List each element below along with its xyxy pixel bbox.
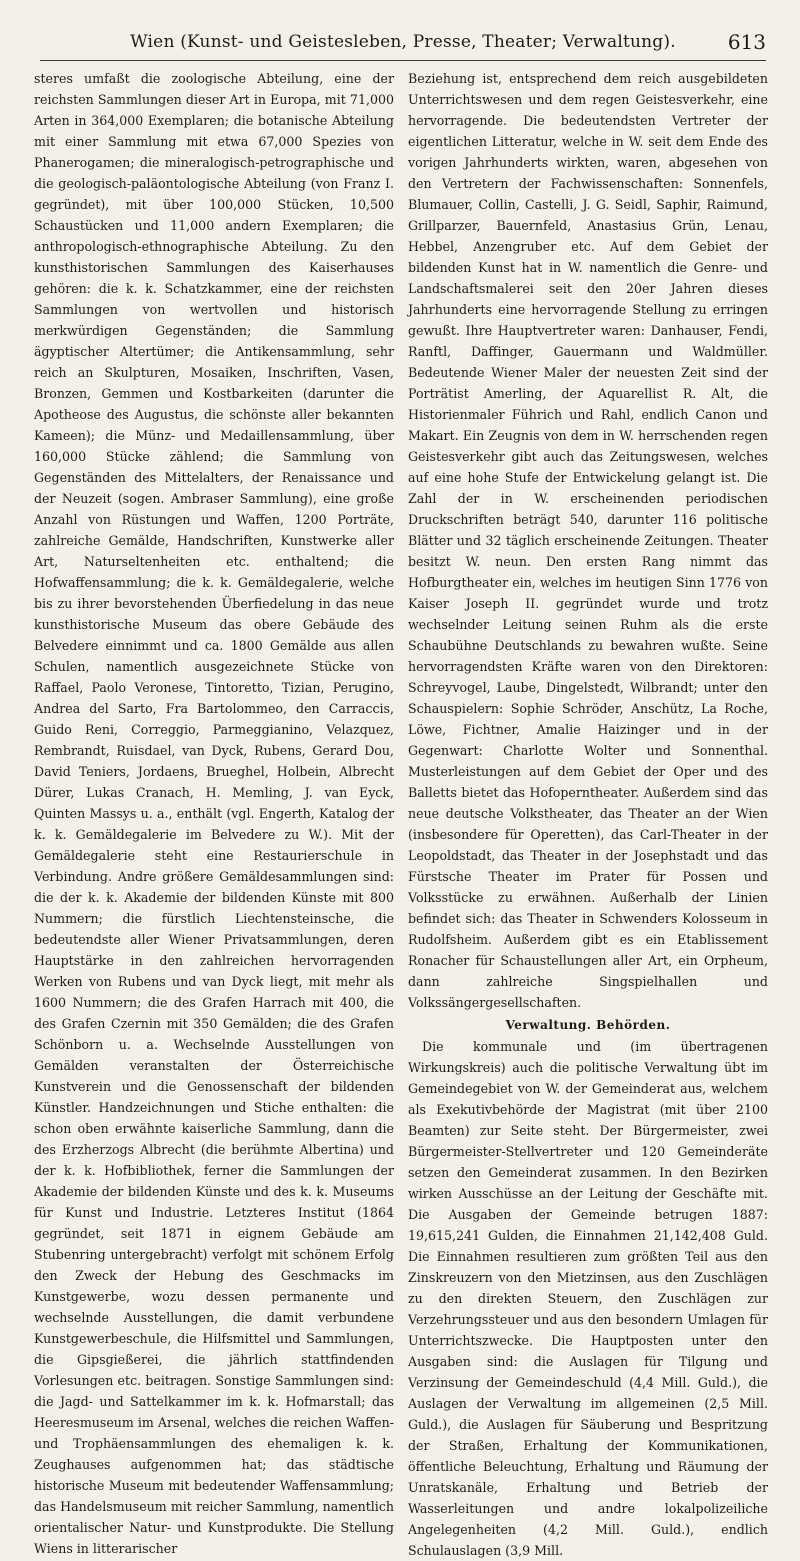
right-column xyxy=(408,68,768,1558)
running-head xyxy=(40,30,766,61)
text-columns xyxy=(34,68,768,1558)
right-column-paragraph: Beziehung ist, entsprechend dem reich ausgebildeten Unterrichtswesen und dem regen Geistesverkehr, eine hervorragende. Die bedeutendsten Vertreter der eigentlichen Litteratur, welche in W. seit dem Ende des vorigen Jahrhunderts wirkten, waren, abgesehen von den Vertretern der Fachwissenschaften: Sonnenfels, Blumauer, Collin, Castelli, J. G. Seidl, Saphir, Raimund, Grillparzer, Bauernfeld, Anastasius Grün, Lenau, Hebbel, Anzengruber etc. Auf dem Gebiet der bildenden Kunst hat in W. namentlich die Genre- und Landschaftsmalerei seit den 20er Jahren dieses Jahrhunderts eine hervorragende Stellung zu erringen gewußt. Ihre Hauptvertreter waren: Danhauser, Fendi, Ranftl, Daffinger, Gauermann und Waldmüller. Bedeutende Wiener Maler der neuesten Zeit sind der Porträtist Amerling, der Aquarellist R. Alt, die Historienmaler Führich und Rahl, endlich Canon und Makart. Ein Zeugnis von dem in W. herrschenden regen Geistesverkehr gibt auch das Zeitungswesen, welches auf eine hohe Stufe der Entwickelung gelangt ist. Die Zahl der in W. erscheinenden periodischen Druckschriften beträgt 540, darunter 116 politische Blätter und 32 täglich erscheinende Zeitungen. Theater besitzt W. neun. Den ersten Rang nimmt das Hofburgtheater ein, welches im heutigen Sinn 1776 von Kaiser Joseph II. gegründet wurde und trotz wechselnder Leitung seinen Ruhm als die erste Schaubühne Deutschlands zu bewahren wußte. Seine hervorragendsten Kräfte waren von den Direktoren: Schreyvogel, Laube, Dingelstedt, Wilbrandt; unter den Schauspielern: Sophie Schröder, Anschütz, La Roche, Löwe, Fichtner, Amalie Haizinger und in der Gegenwart: Charlotte Wolter und Sonnenthal. Musterleistungen auf dem Gebiet der Oper und des Balletts bietet das Hofoperntheater. Außerdem sind das neue deutsche Volkstheater, das Theater an der Wien (insbesondere für Operetten), das Carl-Theater in der Leopoldstadt, das Theater in der Josephstadt und das Fürstsche Theater im Prater für Possen und Volksstücke zu erwähnen. Außerhalb der Linien befindet sich: das Theater in Schwenders Kolosseum in Rudolfsheim. Außerdem gibt es ein Etablissement Ronacher für Schaustellungen aller Art, ein Orpheum, dann zahlreiche Singspielhallen und Volkssängergesellschaften. xyxy=(408,71,768,1010)
section-heading: Verwaltung. Behörden. xyxy=(505,1018,671,1032)
left-column xyxy=(34,68,394,1556)
section-paragraph: Die kommunale und (im übertragenen Wirkungskreis) auch die politische Verwaltung übt im Gemeindegebiet von W. der Gemeinderat aus, welchem als Exekutivbehörde der Magistrat (mit über 2100 Beamten) zur Seite steht. Der Bürgermeister, zwei Bürgermeister-Stellvertreter und 120 Gemeinderäte setzen den Gemeinderat zusammen. In den Bezirken wirken Ausschüsse an der Leitung der Geschäfte mit. Die Ausgaben der Gemeinde betrugen 1887: 19,615,241 Gulden, die Einnahmen 21,142,408 Guld. Die Einnahmen resultieren zum größten Teil aus den Zinskreuzern von den Mietzinsen, aus den Zuschlägen zu den direkten Steuern, den Zuschlägen zur Verzehrungssteuer und aus den besondern Umlagen für Unterrichtszwecke. Die Hauptposten unter den Ausgaben sind: die Auslagen für Tilgung und Verzinsung der Gemeindeschuld (4,4 Mill. Guld.), die Auslagen der Verwaltung im allgemeinen (2,5 Mill. Guld.), die Auslagen für Säuberung und Bespritzung der Straßen, Erhaltung der Kommunikationen, öffentliche Beleuchtung, Erhaltung und Räumung der Unratskanäle, Erhaltung und Betrieb der Wasserleitungen und andre lokalpolizeiliche Angelegenheiten (4,2 Mill. Guld.), endlich Schulauslagen (3,9 Mill. xyxy=(408,1039,768,1558)
left-column-paragraph: steres umfaßt die zoologische Abteilung, eine der reichsten Sammlungen dieser Art in Europa, mit 71,000 Arten in 364,000 Exemplaren; die botanische Abteilung mit einer Sammlung mit etwa 67,000 Spezies von Phanerogamen; die mineralogisch-petrographische und die geologisch-paläontologische Abteilung (von Franz I. gegründet), mit über 100,000 Stücken, 10,500 Schaustücken und 11,000 andern Exemplaren; die anthropologisch-ethnographische Abteilung. Zu den kunsthistorischen Sammlungen des Kaiserhauses gehören: die k. k. Schatzkammer, eine der reichsten Sammlungen von wertvollen und historisch merkwürdigen Gegenständen; die Sammlung ägyptischer Altertümer; die Antikensammlung, sehr reich an Skulpturen, Mosaiken, Inschriften, Vasen, Bronzen, Gemmen und Kostbarkeiten (darunter die Apotheose des Augustus, die schönste aller bekannten Kameen); die Münz- und Medaillensammlung, über 160,000 Stücke zählend; die Sammlung von Gegenständen des Mittelalters, der Renaissance und der Neuzeit (sogen. Ambraser Sammlung), eine große Anzahl von Rüstungen und Waffen, 1200 Porträte, zahlreiche Gemälde, Handschriften, Kunstwerke aller Art, Naturseltenheiten etc. enthaltend; die Hofwaffensammlung; die k. k. Gemäldegalerie, welche bis zu ihrer bevorstehenden Überfiedelung in das neue kunsthistorische Museum das obere Gebäude des Belvedere einnimmt und ca. 1800 Gemälde aus allen Schulen, namentlich ausgezeichnete Stücke von Raffael, Paolo Veronese, Tintoretto, Tizian, Perugino, Andrea del Sarto, Fra Bartolommeo, den Carraccis, Guido Reni, Correggio, Parmeggianino, Velazquez, Rembrandt, Ruisdael, van Dyck, Rubens, Gerard Dou, David Teniers, Jordaens, Brueghel, Holbein, Albrecht Dürer, Lukas Cranach, H. Memling, J. van Eyck, Quinten Massys u. a., enthält (vgl. Engerth, Katalog der k. k. Gemäldegalerie im Belvedere zu W.). Mit der Gemäldegalerie steht eine Restaurierschule in Verbindung. Andre größere Gemäldesammlungen sind: die der k. k. Akademie der bildenden Künste mit 800 Nummern; die fürstlich Liechtensteinsche, die bedeutendste aller Wiener Privatsammlungen, deren Hauptstärke in den zahlreichen hervorragenden Werken von Rubens und van Dyck liegt, mit mehr als 1600 Nummern; die des Grafen Harrach mit 400, die des Grafen Czernin mit 350 Gemälden; die des Grafen Schönborn u. a. Wechselnde Ausstellungen von Gemälden veranstalten der Österreichische Kunstverein und die Genossenschaft der bildenden Künstler. Handzeichnungen und Stiche enthalten: die schon oben erwähnte kaiserliche Sammlung, dann die des Erzherzogs Albrecht (die berühmte Albertina) und der k. k. Hofbibliothek, ferner die Sammlungen der Akademie der bildenden Künste und des k. k. Museums für Kunst und Industrie. Letzteres Institut (1864 gegründet, seit 1871 in eignem Gebäude am Stubenring untergebracht) verfolgt mit schönem Erfolg den Zweck der Hebung des Geschmacks im Kunstgewerbe, wozu dessen permanente und wechselnde Ausstellungen, die damit verbundene Kunstgewerbeschule, die Hilfsmittel und Sammlungen, die Gipsgießerei, die jährlich stattfindenden Vorlesungen etc. beitragen. Sonstige Sammlungen sind: die Jagd- und Sattelkammer im k. k. Hofmarstall; das Heeresmuseum im Arsenal, welches die reichen Waffen- und Trophäensammlungen des ehemaligen k. k. Zeughauses aufgenommen hat; das städtische historische Museum mit bedeutender Waffensammlung; das Handelsmuseum mit reicher Sammlung, namentlich orientalischer Natur- und Kunstprodukte. Die Stellung Wiens in litterarischer xyxy=(34,71,394,1556)
page-number: 613 xyxy=(727,30,766,54)
running-head-title: Wien (Kunst- und Geistesleben, Presse, Theater; Verwaltung). xyxy=(130,32,676,52)
